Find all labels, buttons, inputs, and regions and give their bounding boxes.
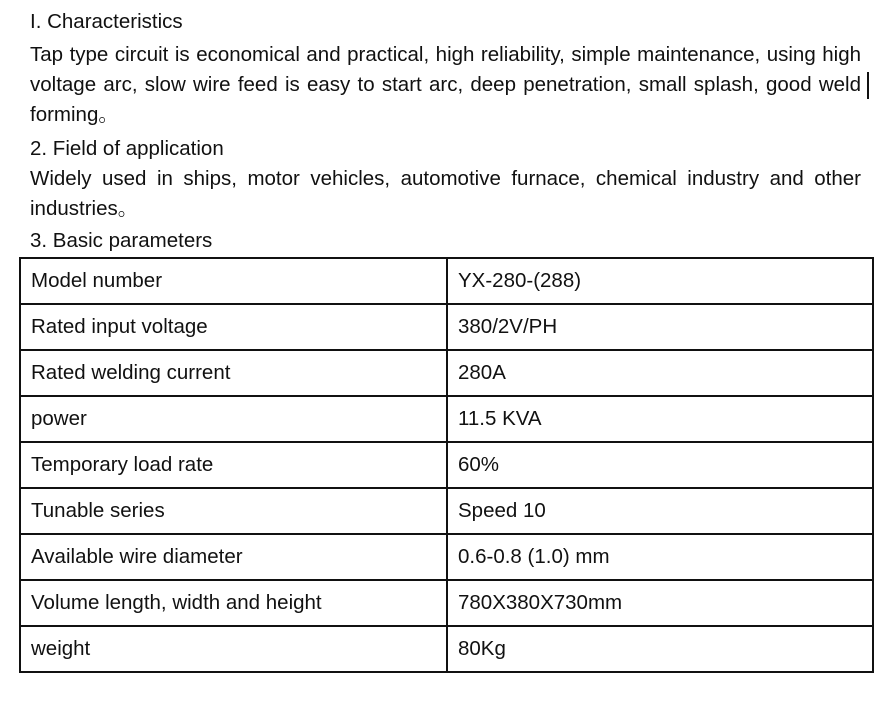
table-row: [20, 580, 873, 626]
parameter-label: weight: [20, 626, 447, 672]
table-row: [20, 534, 873, 580]
table-row: [20, 350, 873, 396]
parameters-table: [19, 257, 874, 673]
table-row: [20, 258, 873, 304]
table-row: [20, 626, 873, 672]
parameter-label: Temporary load rate: [20, 442, 447, 488]
characteristics-heading: I. Characteristics: [30, 10, 183, 33]
parameter-value: 280A: [447, 350, 873, 396]
table-row: [20, 488, 873, 534]
parameter-label: Tunable series: [20, 488, 447, 534]
parameter-label: Model number: [20, 258, 447, 304]
table-row: [20, 442, 873, 488]
parameter-value: 0.6-0.8 (1.0) mm: [447, 534, 873, 580]
parameter-value: YX-280-(288): [447, 258, 873, 304]
parameter-value: 380/2V/PH: [447, 304, 873, 350]
parameter-label: Rated welding current: [20, 350, 447, 396]
text-cursor: [867, 72, 869, 99]
parameter-label: Available wire diameter: [20, 534, 447, 580]
parameter-label: power: [20, 396, 447, 442]
table-row: [20, 304, 873, 350]
parameter-label: Volume length, width and height: [20, 580, 447, 626]
parameter-value: Speed 10: [447, 488, 873, 534]
parameter-value: 11.5 KVA: [447, 396, 873, 442]
parameters-heading: 3. Basic parameters: [30, 229, 213, 252]
parameter-label: Rated input voltage: [20, 304, 447, 350]
application-heading: 2. Field of application: [30, 137, 224, 160]
application-paragraph: Widely used in ships, motor vehicles, automotive furnace, chemical industry and other industries。: [30, 167, 861, 220]
parameter-value: 60%: [447, 442, 873, 488]
characteristics-paragraph: Tap type circuit is economical and practical, high reliability, simple maintenance, using high voltage arc, slow wire feed is easy to start arc, deep penetration, small splash, good weld forming。: [30, 43, 861, 126]
parameter-value: 80Kg: [447, 626, 873, 672]
parameter-value: 780X380X730mm: [447, 580, 873, 626]
table-row: [20, 396, 873, 442]
